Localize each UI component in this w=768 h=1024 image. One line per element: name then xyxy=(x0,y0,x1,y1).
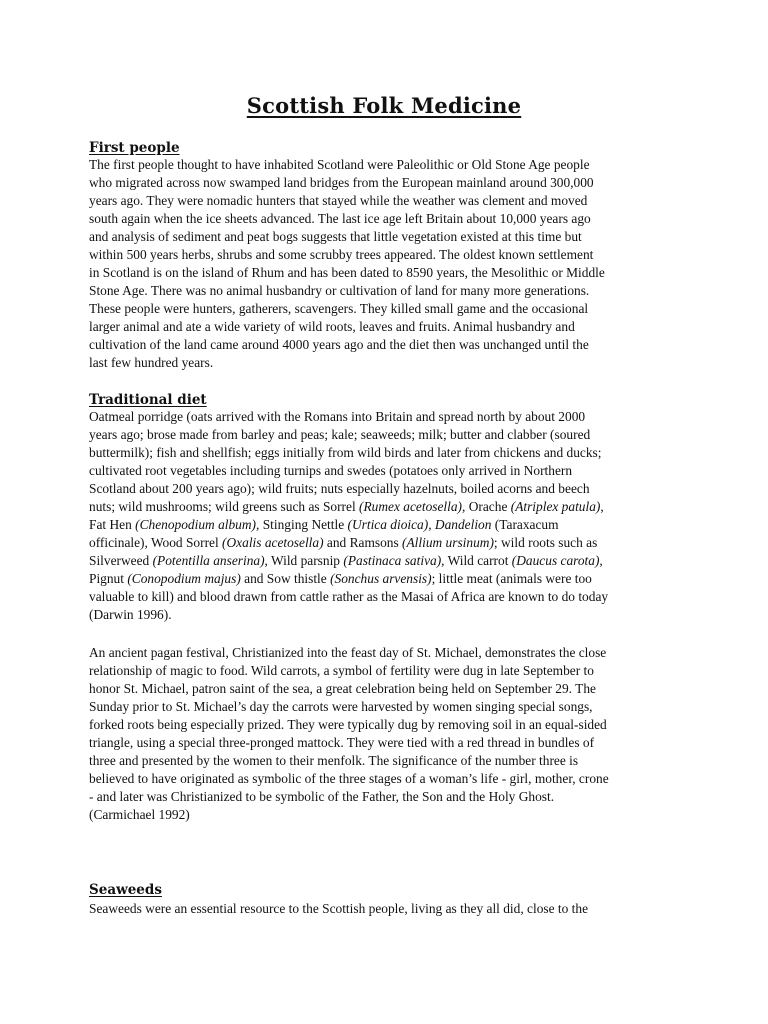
text-line xyxy=(89,606,689,624)
text-line xyxy=(89,192,689,210)
text-run: honor St. Michael, patron saint of the sea, a great celebration being held on September 29. The xyxy=(89,681,596,696)
text-line xyxy=(89,498,689,516)
text-line xyxy=(89,408,689,426)
text-run: relationship of magic to food. Wild carrots, a symbol of fertility were dug in late September to xyxy=(89,663,594,678)
text-run: cultivation of the land came around 4000 years ago and the diet then was unchanged until the xyxy=(89,337,589,352)
text-line xyxy=(89,210,689,228)
text-run: These people were hunters, gatherers, scavengers. They killed small game and the occasional xyxy=(89,301,589,316)
text-run: ; wild roots such as xyxy=(493,535,598,550)
text-line xyxy=(89,228,689,246)
text-run: (Taraxacum xyxy=(491,517,559,532)
text-run: larger animal and ate a wide variety of wild roots, leaves and fruits. Animal husbandry and xyxy=(89,319,575,334)
text-line xyxy=(89,516,689,534)
text-run: ; little meat (animals were too xyxy=(431,571,592,586)
text-run: nuts; wild mushrooms; wild greens such as Sorrel xyxy=(89,499,360,514)
section-heading-first-people: First people xyxy=(89,140,180,156)
italic-text: (Potentilla anserina) xyxy=(152,553,265,568)
text-run: who migrated across now swamped land bridges from the European mainland around 300,000 xyxy=(89,175,594,190)
text-line xyxy=(89,426,689,444)
text-run: Oatmeal porridge (oats arrived with the Romans into Britain and spread north by about 2000 xyxy=(89,409,586,424)
text-run: and Sow thistle xyxy=(240,571,331,586)
text-line xyxy=(89,552,689,570)
italic-text: (Allium ursinum) xyxy=(402,535,494,550)
paragraph xyxy=(89,644,689,824)
text-line xyxy=(89,246,689,264)
text-run: buttermilk); fish and shellfish; eggs initially from wild birds and later from chickens and ducks; xyxy=(89,445,602,460)
text-line xyxy=(89,770,689,788)
text-run: south again when the ice sheets advanced. The last ice age left Britain about 10,000 years ago xyxy=(89,211,591,226)
text-run: years ago; brose made from barley and peas; kale; seaweeds; milk; butter and clabber (soured xyxy=(89,427,591,442)
text-line xyxy=(89,300,689,318)
text-line xyxy=(89,716,689,734)
paragraph xyxy=(89,900,689,918)
text-line xyxy=(89,752,689,770)
text-line xyxy=(89,156,689,174)
text-run: Stone Age. There was no animal husbandry or cultivation of land for many more generations. xyxy=(89,283,590,298)
section-heading-traditional-diet: Traditional diet xyxy=(89,392,207,408)
text-line xyxy=(89,806,689,824)
text-line xyxy=(89,480,689,498)
text-line xyxy=(89,264,689,282)
text-run: years ago. They were nomadic hunters that stayed while the weather was clement and moved xyxy=(89,193,588,208)
text-run: Scotland about 200 years ago); wild fruits; nuts especially hazelnuts, boiled acorns and beech xyxy=(89,481,590,496)
text-run: Pignut xyxy=(89,571,128,586)
italic-text: (Conopodium majus) xyxy=(127,571,241,586)
text-run: , Wild parsnip xyxy=(264,553,344,568)
document-title: Scottish Folk Medicine xyxy=(246,93,522,118)
text-line xyxy=(89,734,689,752)
text-run: and analysis of sediment and peat bogs suggests that little vegetation existed at this time but xyxy=(89,229,582,244)
text-run: three and presented by the women to their menfolk. The significance of the number three is xyxy=(89,753,579,768)
text-run: in Scotland is on the island of Rhum and has been dated to 8590 years, the Mesolithic or Middle xyxy=(89,265,605,280)
text-line xyxy=(89,534,689,552)
text-run: , Orache xyxy=(462,499,511,514)
text-run: cultivated root vegetables including turnips and swedes (potatoes only arrived in Northern xyxy=(89,463,573,478)
text-run: forked roots being especially prized. They were typically dug by removing soil in an equal-sided xyxy=(89,717,607,732)
text-run: (Darwin 1996). xyxy=(89,607,172,622)
italic-text: (Urtica dioica), Dandelion xyxy=(347,517,492,532)
text-line xyxy=(89,900,689,918)
text-line xyxy=(89,570,689,588)
paragraph xyxy=(89,408,689,624)
italic-text: (Daucus carota) xyxy=(511,553,600,568)
text-run: - and later was Christianized to be symbolic of the Father, the Son and the Holy Ghost. xyxy=(89,789,555,804)
text-run: Seaweeds were an essential resource to the Scottish people, living as they all did, close to the xyxy=(89,901,589,916)
italic-text: (Sonchus arvensis) xyxy=(330,571,432,586)
italic-text: (Atriplex patula) xyxy=(510,499,601,514)
text-run: believed to have originated as symbolic of the three stages of a woman’s life - girl, mother, crone xyxy=(89,771,609,786)
italic-text: (Oxalis acetosella) xyxy=(222,535,324,550)
text-run: An ancient pagan festival, Christianized into the feast day of St. Michael, demonstrates the close xyxy=(89,645,607,660)
text-line xyxy=(89,174,689,192)
italic-text: (Chenopodium album) xyxy=(135,517,257,532)
text-run: Sunday prior to St. Michael’s day the carrots were harvested by women singing special songs, xyxy=(89,699,593,714)
text-run: triangle, using a special three-pronged mattock. They were tied with a red thread in bundles of xyxy=(89,735,595,750)
text-run: , xyxy=(600,499,604,514)
text-run: Fat Hen xyxy=(89,517,136,532)
text-line xyxy=(89,644,689,662)
text-run: Silverweed xyxy=(89,553,153,568)
text-run: last few hundred years. xyxy=(89,355,214,370)
text-line xyxy=(89,680,689,698)
text-run: , xyxy=(599,553,603,568)
text-run: and Ramsons xyxy=(323,535,403,550)
text-line xyxy=(89,462,689,480)
italic-text: (Rumex acetosella) xyxy=(359,499,463,514)
text-run: officinale), Wood Sorrel xyxy=(89,535,223,550)
text-line xyxy=(89,588,689,606)
italic-text: (Pastinaca sativa), xyxy=(343,553,445,568)
text-run: Wild carrot xyxy=(444,553,512,568)
text-run: valuable to kill) and blood drawn from cattle rather as the Masai of Africa are known to do today xyxy=(89,589,609,604)
text-line xyxy=(89,788,689,806)
text-run: The first people thought to have inhabited Scotland were Paleolithic or Old Stone Age people xyxy=(89,157,590,172)
text-line xyxy=(89,354,689,372)
text-run: , Stinging Nettle xyxy=(256,517,348,532)
text-line xyxy=(89,282,689,300)
text-run: within 500 years herbs, shrubs and some scrubby trees appeared. The oldest known settlement xyxy=(89,247,594,262)
paragraph xyxy=(89,156,689,372)
text-line xyxy=(89,698,689,716)
text-line xyxy=(89,318,689,336)
text-line xyxy=(89,444,689,462)
text-line xyxy=(89,662,689,680)
text-line xyxy=(89,336,689,354)
section-heading-seaweeds: Seaweeds xyxy=(89,882,162,898)
text-run: (Carmichael 1992) xyxy=(89,807,190,822)
